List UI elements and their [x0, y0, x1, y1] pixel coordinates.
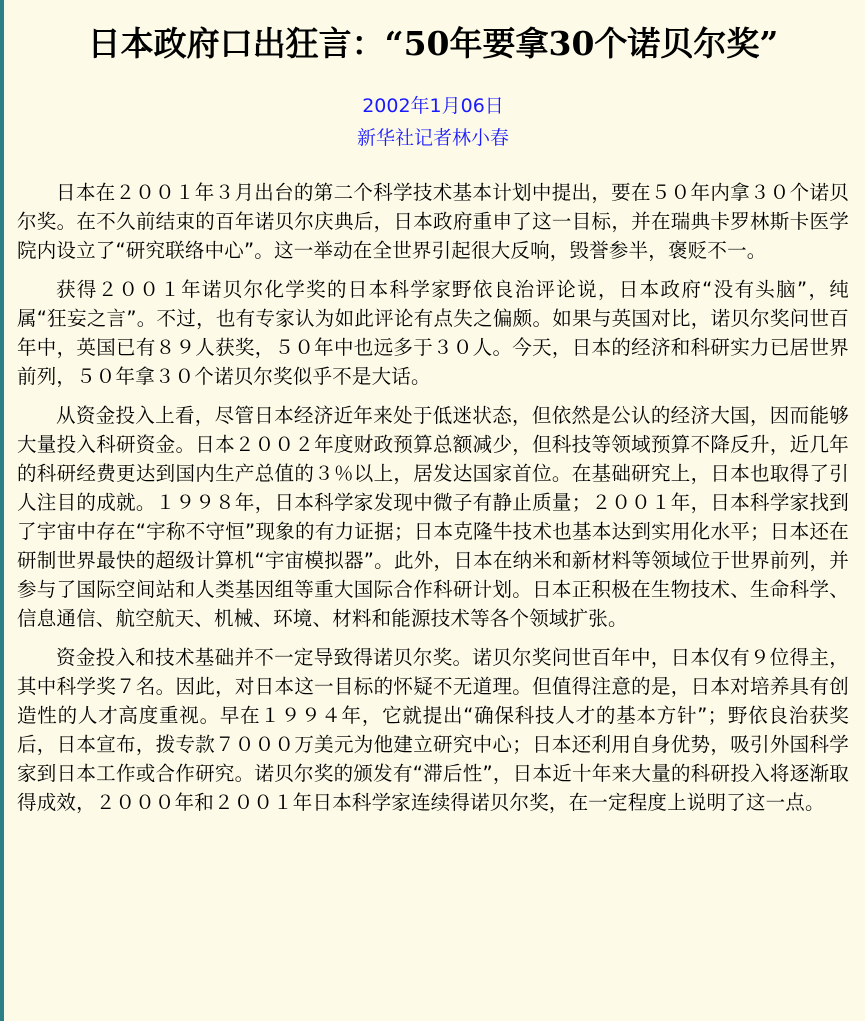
- article-byline: 新华社记者林小春: [356, 127, 509, 149]
- left-border-rule: [0, 0, 4, 1021]
- article-page: [17, 0, 849, 827]
- article-date: 2002年1月06日: [362, 95, 504, 117]
- article-title: 日本政府口出狂言：“50年要拿30个诺贝尔奖”: [87, 24, 779, 63]
- article-paragraph-1: 日本在２００１年３月出台的第二个科学技术基本计划中提出，要在５０年内拿３０个诺贝尔奖。在不久前结束的百年诺贝尔庆典后，日本政府重申了这一目标，并在瑞典卡罗林斯卡医学院内设立了“研究联络中心”。这一举动在全世界引起很大反响，毁誉参半，褒贬不一。: [17, 181, 849, 262]
- article-body: [17, 178, 849, 817]
- article-paragraph-2: 获得２００１年诺贝尔化学奖的日本科学家野依良治评论说，日本政府“没有头脑”，纯属“狂妄之言”。不过，也有专家认为如此评论有点失之偏颇。如果与英国对比，诺贝尔奖问世百年中，英国已有８９人获奖，５０年中也远多于３０人。今天，日本的经济和科研实力已居世界前列，５０年拿３０个诺贝尔奖似乎不是大话。: [17, 278, 849, 388]
- article-paragraph-3: 从资金投入上看，尽管日本经济近年来处于低迷状态，但依然是公认的经济大国，因而能够大量投入科研资金。日本２００２年度财政预算总额减少，但科技等领域预算不降反升，近几年的科研经费更达到国内生产总值的３％以上，居发达国家首位。在基础研究上，日本也取得了引人注目的成就。１９９８年，日本科学家发现中微子有静止质量；２００１年，日本科学家找到了宇宙中存在“宇称不守恒”现象的有力证据；日本克隆牛技术也基本达到实用化水平；日本还在研制世界最快的超级计算机“宇宙模拟器”。此外，日本在纳米和新材料等领域位于世界前列，并参与了国际空间站和人类基因组等重大国际合作科研计划。日本正积极在生物技术、生命科学、信息通信、航空航天、机械、环境、材料和能源技术等各个领域扩张。: [17, 404, 849, 630]
- article-meta: [17, 90, 849, 154]
- article-paragraph-4: 资金投入和技术基础并不一定导致得诺贝尔奖。诺贝尔奖问世百年中，日本仅有９位得主，其中科学奖７名。因此，对日本这一目标的怀疑不无道理。但值得注意的是，日本对培养具有创造性的人才高度重视。早在１９９４年，它就提出“确保科技人才的基本方针”；野依良治获奖后，日本宣布，拨专款７０００万美元为他建立研究中心；日本还利用自身优势，吸引外国科学家到日本工作或合作研究。诺贝尔奖的颁发有“滞后性”，日本近十年来大量的科研投入将逐渐取得成效，２０００年和２００１年日本科学家连续得诺贝尔奖，在一定程度上说明了这一点。: [17, 646, 849, 814]
